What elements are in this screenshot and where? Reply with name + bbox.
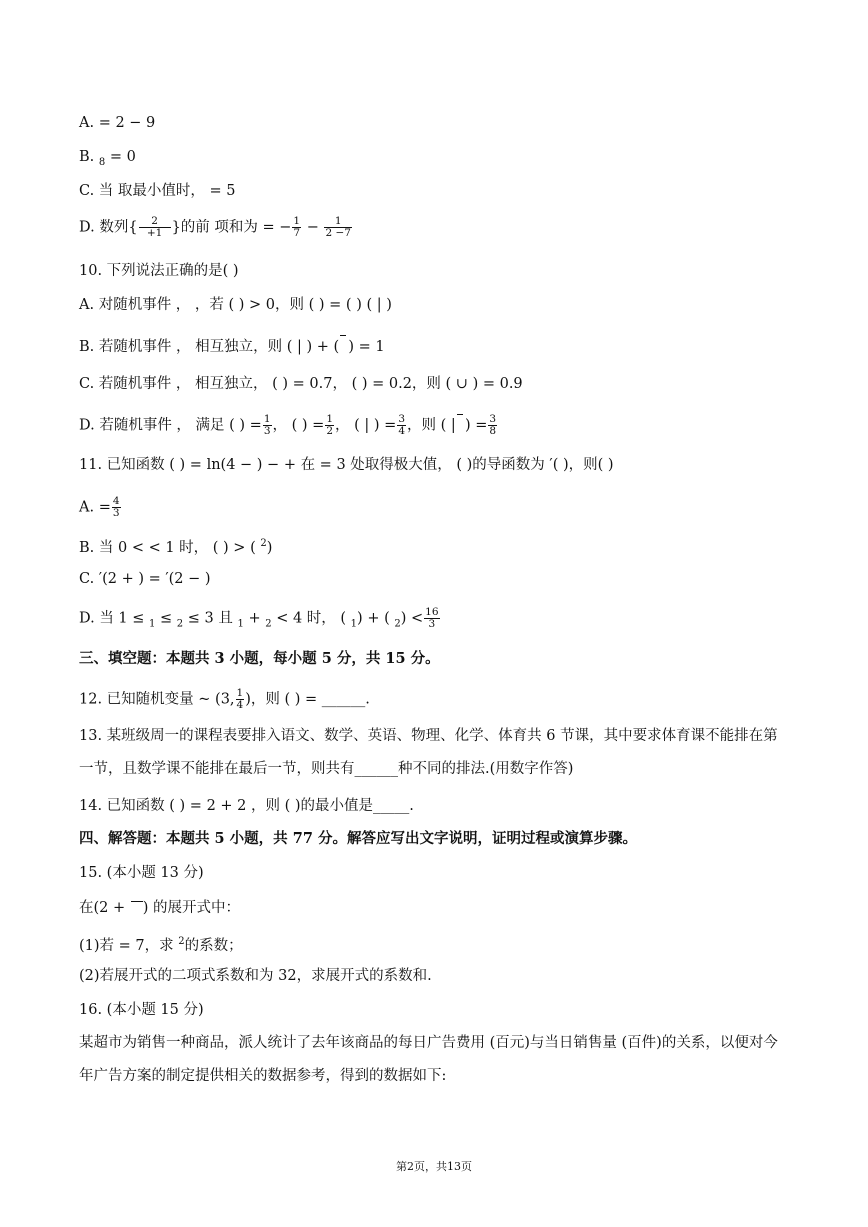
subscript: 2 xyxy=(394,618,401,630)
option-11b-post: ) xyxy=(266,539,273,556)
fraction: $\frac{16}{3}$ xyxy=(425,606,439,630)
question-11: 11. 已知函数 ( ) = ln(4 − ) − + 在 = 3 处取得极大值， ( )的导函数为 ′( )，则( ) xyxy=(79,457,614,473)
option-10b xyxy=(79,337,385,357)
question-15-intro xyxy=(79,898,240,918)
question-15-part-1-pre: (1)若 = 7，求 xyxy=(79,937,179,954)
option-10d-mid4: ) = xyxy=(464,417,488,434)
section-3-heading: 三、填空题：本题共 3 小题，每小题 5 分，共 15 分。 xyxy=(79,650,440,667)
option-11d-m2: ≤ 3 且 xyxy=(183,610,238,627)
question-15-part-1-post: 的系数； xyxy=(184,937,243,954)
option-11d xyxy=(79,607,441,634)
question-15-intro-post: ) 的展开式中： xyxy=(142,900,241,916)
question-15: 15. (本小题 13 分) xyxy=(79,865,204,881)
option-11a xyxy=(79,496,122,519)
option-9b-text: B. xyxy=(79,149,99,165)
option-11c: C. ′(2 + ) = ′(2 − ) xyxy=(79,571,211,587)
option-11b xyxy=(79,534,272,558)
fraction: $\frac{3}{4}$ xyxy=(398,413,405,437)
option-10d-mid1: ， ( ) = xyxy=(272,417,325,434)
option-9d-mid: }的前 项和为 = − xyxy=(171,219,292,236)
fraction: $\frac{3}{8}$ xyxy=(489,413,497,437)
question-12 xyxy=(79,688,370,711)
subscript: 2 xyxy=(176,618,184,630)
option-11d-m1: ≤ xyxy=(155,610,177,627)
option-10a: A. 对随机事件 ， ，若 ( ) > 0，则 ( ) = ( ) ( | ) xyxy=(79,297,392,313)
option-9d xyxy=(79,216,353,239)
subscript: 1 xyxy=(350,618,358,630)
option-11d-pre: D. 当 1 ≤ xyxy=(79,610,150,627)
option-11a-pre: A. = xyxy=(79,499,111,516)
question-15-intro-pre: 在(2 + xyxy=(79,900,130,916)
option-11d-m3: + xyxy=(243,610,266,627)
option-11d-m6: ) < xyxy=(400,610,424,627)
option-11d-m5: ) + ( xyxy=(357,610,395,627)
question-12-pre: 12. 已知随机变量 ~ (3, xyxy=(79,691,235,708)
option-9b xyxy=(79,147,136,173)
option-10c: C. 若随机事件 ， 相互独立， ( ) = 0.7， ( ) = 0.2，则 ( ∪ ) = 0.9 xyxy=(79,376,523,392)
option-10d xyxy=(79,414,498,437)
subscript: 2 xyxy=(265,618,272,630)
fraction: $\frac{1}{7}$ xyxy=(293,215,301,239)
question-15-part-1 xyxy=(79,932,243,956)
fraction: $\frac{1}{2}$ xyxy=(326,413,334,437)
option-11d-m4: < 4 时， ( xyxy=(271,610,351,627)
option-10b-post: ) = 1 xyxy=(348,339,385,355)
question-10: 10. 下列说法正确的是( ) xyxy=(79,263,239,279)
option-9c: C. 当 取最小值时， = 5 xyxy=(79,183,236,199)
question-16: 16. (本小题 15 分) xyxy=(79,1002,204,1018)
fraction: $\frac{1}{2 -7}$ xyxy=(325,215,351,239)
fraction: $\frac{4}{3}$ xyxy=(112,495,120,519)
fraction: $\frac{1}{4}$ xyxy=(236,687,244,711)
question-13: 13. 某班级周一的课程表要排入语文、数学、英语、物理、化学、体育共 6 节课，其中要求体育课不能排在第一节，且数学课不能排在最后一节，则共有______种不同的排法.(用数字作答) xyxy=(79,728,778,777)
option-9b-tail: = 0 xyxy=(105,149,136,165)
question-15-part-2: (2)若展开式的二项式系数和为 32，求展开式的系数和. xyxy=(79,968,432,984)
subscript: 1 xyxy=(149,618,156,630)
question-12-post: )，则 ( ) = ______. xyxy=(245,691,370,708)
option-11b-sup: 2 xyxy=(260,538,267,549)
option-11b-pre: B. 当 0 < < 1 时， ( ) > ( xyxy=(79,539,261,556)
option-10d-pre: D. 若随机事件 ， 满足 ( ) = xyxy=(79,417,262,434)
option-10d-mid3: ，则 ( | xyxy=(407,417,456,434)
superscript: 2 xyxy=(178,936,185,947)
option-9b-sub: 8 xyxy=(98,156,106,168)
option-9d-pre: D. 数列{ xyxy=(79,219,138,236)
fraction: $\frac{1}{3}$ xyxy=(263,413,271,437)
complement-mark xyxy=(339,337,348,357)
question-16-text: 某超市为销售一种商品，派人统计了去年该商品的每日广告费用 (百元)与当日销售量 (百件)的关系，以便对今年广告方案的制定提供相关的数据参考，得到的数据如下: xyxy=(79,1035,778,1084)
section-4-heading: 四、解答题：本题共 5 小题，共 77 分。解答应写出文字说明，证明过程或演算步骤。 xyxy=(79,830,637,847)
option-10b-pre: B. 若随机事件 ， 相互独立，则 ( | ) + ( xyxy=(79,339,340,355)
question-14: 14. 已知函数 ( ) = 2 + 2 ，则 ( )的最小值是_____. xyxy=(79,798,414,814)
option-10d-mid2: ， ( | ) = xyxy=(335,417,397,434)
fraction: $\frac{2}{+1}$ xyxy=(139,216,171,239)
sqrt-sign xyxy=(131,901,143,916)
minus-sign: − xyxy=(302,219,324,236)
option-9a: A. = 2 − 9 xyxy=(79,115,156,131)
subscript: 1 xyxy=(237,618,244,630)
page-footer: 第2页，共13页 xyxy=(396,1160,472,1173)
complement-mark xyxy=(456,416,465,436)
